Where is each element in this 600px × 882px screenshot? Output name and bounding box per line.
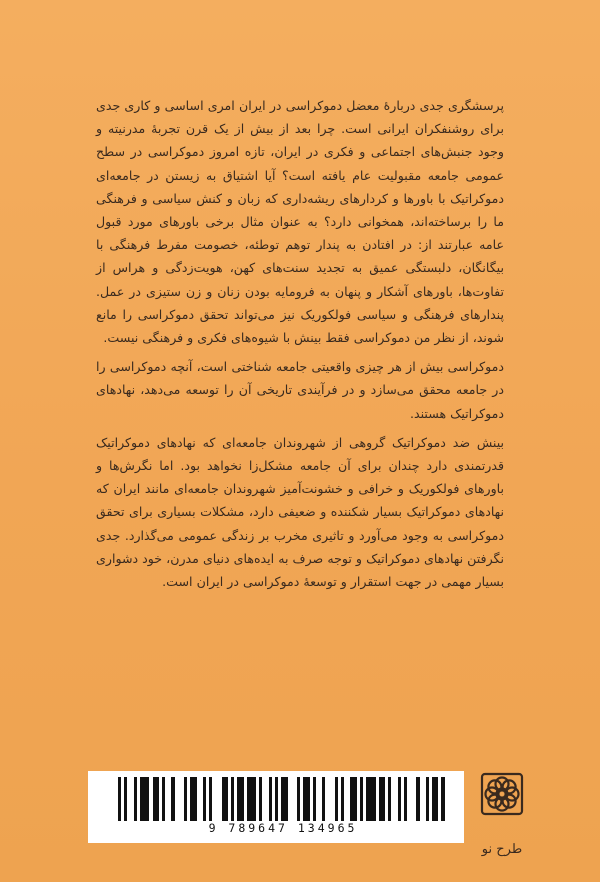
barcode-bar — [140, 777, 149, 821]
blurb-paragraph-1: پرسشگری جدی دربارهٔ معضل دموکراسی در ایران امری اساسی و کاری جدی برای روشنفکران ایرانی است. چرا بعد از بیش از یک قرن تجربهٔ مدرنیته و وجود جنبش‌های اجتماعی و فکری در ایران، تازه امروز دموکراسی در سطح عمومی جامعه مقبولیت عام یافته است؟ آیا اشتیاق به زیستن در جامعه‌ای دموکراتیک با باورها و کردارهای ریشه‌داری که زبان و کنش سیاسی و فرهنگی ما را برساخته‌اند، همخوانی دارد؟ به عنوان مثال برخی باورهای مورد قبول عامه عبارتند از: در افتادن به پندار توهم توطئه، خصومت مفرط فرهنگی با بیگانگان، دلبستگی عمیق به تجدید سنت‌های کهن، هویت‌زدگی و هراس از تفاوت‌ها، باورهای آشکار و پنهان به فرومایه بودن زنان و زن ستیزی در عمل. پندارهای فرهنگی و سیاسی فولکوریک نیز می‌تواند تحقق دموکراسی را مانع شوند، از نظر من دموکراسی فقط بینش با شیوه‌های فکری و فرهنگی نیست. — [96, 98, 504, 346]
barcode-panel — [88, 771, 464, 843]
barcode-bar — [247, 777, 256, 821]
barcode-gap — [212, 777, 221, 821]
publisher-name: طرح نو — [481, 842, 523, 857]
isbn-digits: 9 789647 134965 — [208, 821, 358, 835]
barcode-gap — [288, 777, 297, 821]
barcode-gap — [445, 777, 448, 821]
blurb-paragraph-2: دموکراسی بیش از هر چیزی واقعیتی جامعه شناختی است، آنچه دموکراسی را در جامعه محقق می‌سازد و در فرآیندی تاریخی آن را توسعه می‌دهد، نهادهای دموکراتیک هستند. — [96, 359, 504, 421]
barcode-gap — [407, 777, 416, 821]
blurb-paragraph-3: بینش ضد دموکراتیک گروهی از شهروندان جامعه‌ای که نهادهای دموکراتیک قدرتمندی دارد چندان برای آن جامعه مشکل‌زا نخواهد بود. اما نگرش‌ها و باورهای فولکوریک و خرافی و خشونت‌آمیز شهروندان جامعه‌ای مانند ایران که نهادهای دموکراتیک بسیار شکننده و ضعیفی دارد، مشکلات بسیاری برای تحقق دموکراسی به وجود می‌آورد و تاثیری مخرب بر زندگی عمومی می‌گذارد. جدی نگرفتن نهادهای دموکراتیک و توجه صرف به ایده‌های دنیای مدرن، خود دشواری بسیار مهمی در جهت استقرار و توسعهٔ دموکراسی در ایران است. — [96, 434, 504, 590]
barcode-gap — [325, 777, 334, 821]
blurb-text — [96, 94, 504, 593]
barcode-bars — [118, 777, 448, 821]
barcode-bar — [366, 777, 375, 821]
barcode-gap — [175, 777, 184, 821]
